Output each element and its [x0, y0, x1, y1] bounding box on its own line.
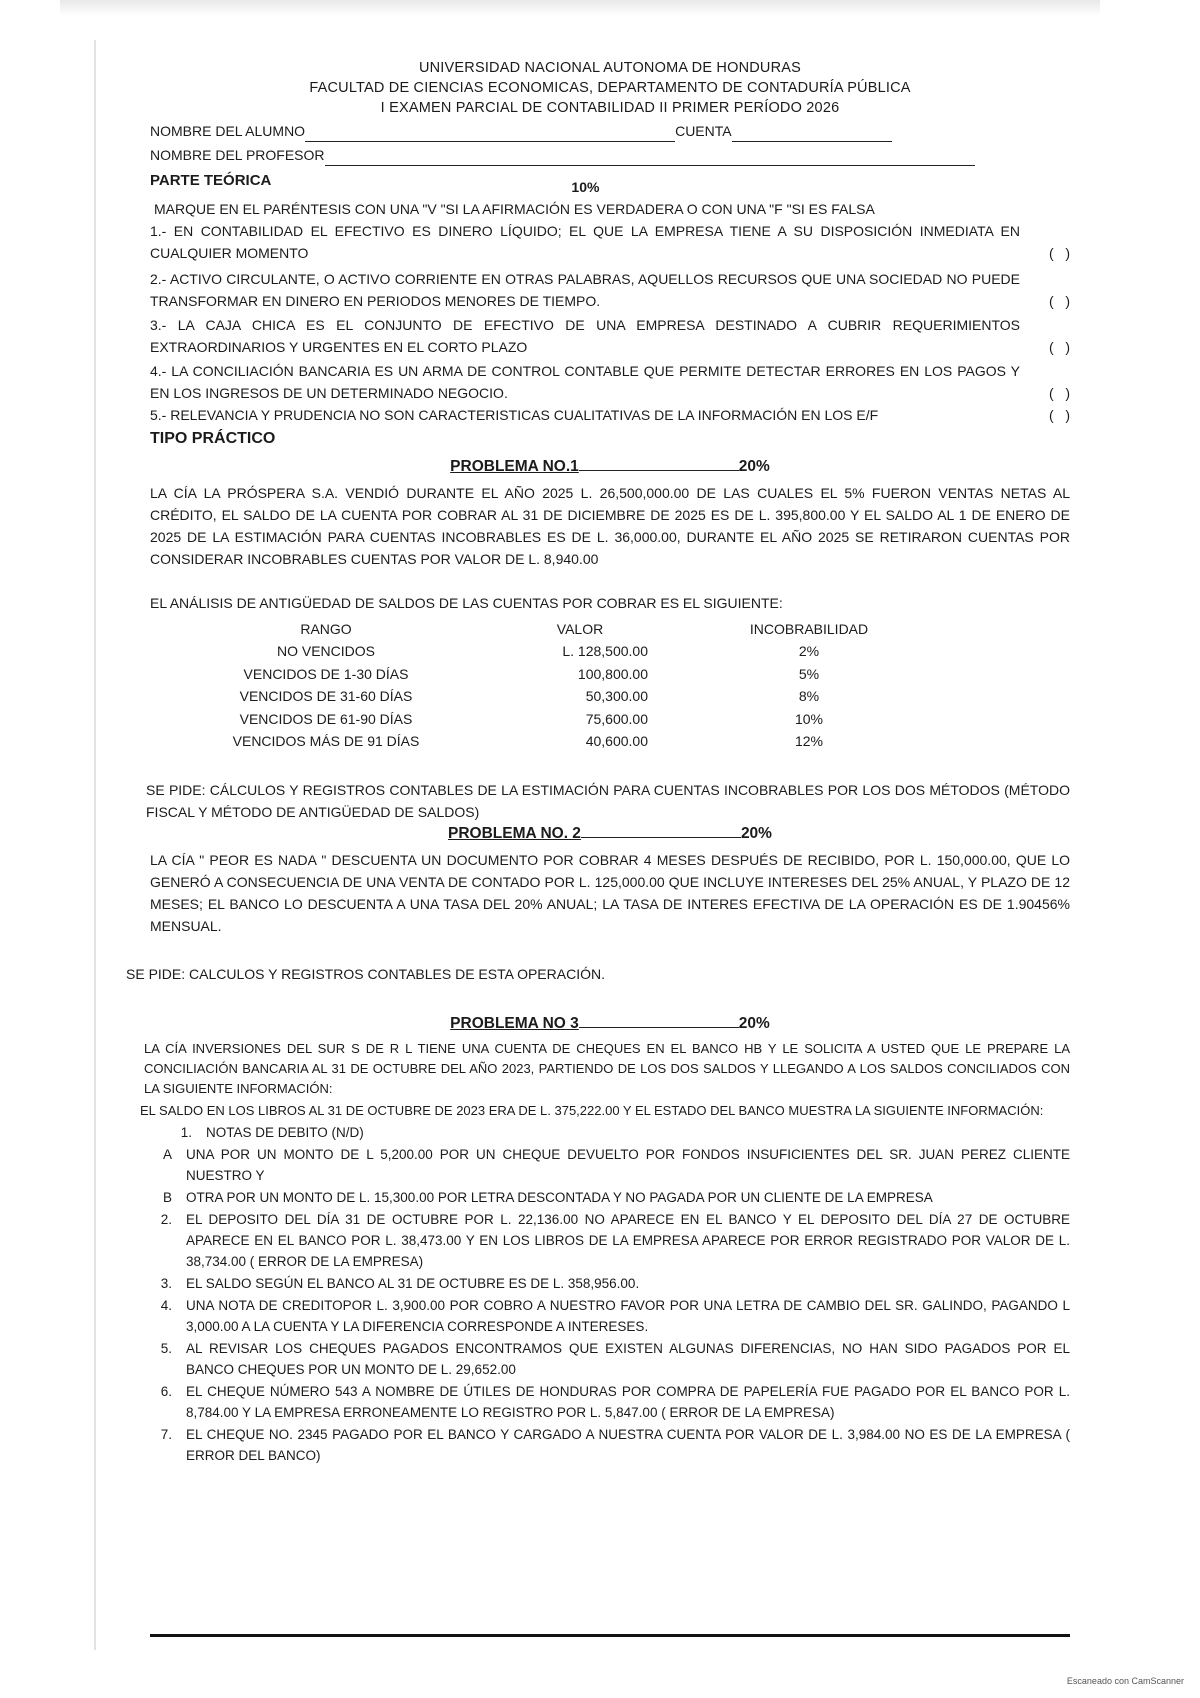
scan-artifact-edge [94, 40, 96, 1650]
item-marker: 7. [160, 1426, 172, 1442]
item-text: AL REVISAR LOS CHEQUES PAGADOS ENCONTRAMOS QUE EXISTEN ALGUNAS DIFERENCIAS, NO HAN SIDO PAGADOS POR EL BANCO CHEQUES POR UN MONTO DE L. 29,652.00 [186, 1340, 1070, 1377]
item-marker: 3. [160, 1275, 172, 1291]
column-header-range: RANGO [300, 621, 352, 637]
problem-2-weight: 20% [740, 824, 772, 842]
value-cell: L. 128,500.00 [562, 643, 648, 659]
theory-heading-row [150, 170, 1070, 198]
problem-1-weight: 20% [738, 458, 770, 475]
item-marker: 6. [160, 1383, 172, 1399]
problem-2-statement: LA CÍA " PEOR ES NADA " DESCUENTA UN DOCUMENTO POR COBRAR 4 MESES DESPUÉS DE RECIBIDO, POR L. 150,000.00, QUE LO GENERÓ A CONSECUENCIA DE UNA VENTA DE CONTADO POR L. 125,000.00 QUE INCLUYE INTERESES DEL 25% ANUAL, Y PLAZO DE 12 MESES; EL BANCO LO DESCUENTA A UNA TASA DEL 20% ANUAL; LA TASA DE INTERES EFECTIVA DE LA OPERACIÓN ES DE 1.90456% MENSUAL. [150, 851, 1070, 934]
exam-title: I EXAMEN PARCIAL DE CONTABILIDAD II PRIMER PERÍODO 2026 [380, 100, 840, 116]
answer-parenthesis: ( ) [1049, 385, 1070, 401]
scan-artifact-top [60, 0, 1100, 16]
question-text: 4.- LA CONCILIACIÓN BANCARIA ES UN ARMA DE CONTROL CONTABLE QUE PERMITE DETECTAR ERRORES EN LOS PAGOS Y EN LOS INGRESOS DE UN DETERMINADO NEGOCIO. [150, 363, 1020, 401]
list-item [130, 1424, 1070, 1466]
professor-name-label: NOMBRE DEL PROFESOR [150, 147, 325, 163]
table-row [210, 730, 900, 753]
list-item [130, 1273, 1070, 1294]
account-line [732, 123, 892, 142]
value-cell: 50,300.00 [585, 688, 648, 704]
table-row [210, 685, 900, 708]
rate-cell: 8% [798, 688, 820, 704]
title-underline [579, 1013, 739, 1028]
value-cell: 75,600.00 [585, 710, 648, 727]
title-underline [579, 456, 739, 471]
item-marker: 4. [160, 1297, 172, 1313]
theory-question-3 [150, 314, 1070, 358]
theory-question-5 [150, 404, 1070, 426]
list-item [130, 1338, 1070, 1380]
list-item [130, 1122, 1070, 1143]
range-cell: VENCIDOS DE 1-30 DÍAS [243, 665, 409, 682]
item-marker: B [162, 1189, 172, 1205]
rate-cell: 2% [798, 643, 820, 659]
question-text: 5.- RELEVANCIA Y PRUDENCIA NO SON CARACTERISTICAS CUALITATIVAS DE LA INFORMACIÓN EN LOS E/F [150, 407, 879, 423]
question-text: 1.- EN CONTABILIDAD EL EFECTIVO ES DINERO LÍQUIDO; EL QUE LA EMPRESA TIENE A SU DISPOSICIÓN INMEDIATA EN CUALQUIER MOMENTO [150, 223, 1020, 261]
student-field-row [150, 120, 1070, 142]
item-marker: 5. [160, 1340, 172, 1356]
column-header-value: VALOR [556, 621, 604, 637]
list-item [130, 1209, 1070, 1272]
problem-2-request: SE PIDE: CALCULOS Y REGISTROS CONTABLES DE ESTA OPERACIÓN. [126, 965, 605, 982]
problem-3-books-balance: EL SALDO EN LOS LIBROS AL 31 DE OCTUBRE DE 2023 ERA DE L. 375,222.00 Y EL ESTADO DEL BANCO MUESTRA LA SIGUIENTE INFORMACIÓN: [140, 1102, 1044, 1118]
problem-1-title [150, 456, 1070, 478]
list-item [130, 1187, 1070, 1208]
scanner-watermark: Escaneado con CamScanner [1066, 1676, 1184, 1686]
scan-bottom-bar [150, 1634, 1070, 1637]
item-text: OTRA POR UN MONTO DE L. 15,300.00 POR LETRA DESCONTADA Y NO PAGADA POR UN CLIENTE DE LA EMPRESA [186, 1189, 933, 1205]
list-item [130, 1381, 1070, 1423]
aging-intro: EL ANÁLISIS DE ANTIGÜEDAD DE SALDOS DE LAS CUENTAS POR COBRAR ES EL SIGUIENTE: [150, 595, 783, 611]
answer-parenthesis: ( ) [1049, 245, 1070, 261]
item-text: NOTAS DE DEBITO (N/D) [206, 1124, 364, 1140]
problem-3-name: PROBLEMA NO 3 [450, 1014, 579, 1032]
theory-weight: 10% [571, 179, 600, 195]
student-name-line [305, 123, 675, 142]
theory-instructions: MARQUE EN EL PARÉNTESIS CON UNA "V "SI LA AFIRMACIÓN ES VERDADERA O CON UNA "F "SI ES FALSA [154, 201, 875, 217]
item-text: EL CHEQUE NO. 2345 PAGADO POR EL BANCO Y CARGADO A NUESTRA CUENTA POR VALOR DE L. 3,984.00 NO ES DE LA EMPRESA ( ERROR DEL BANCO) [186, 1426, 1070, 1463]
theory-question-1 [150, 220, 1070, 264]
question-text: 3.- LA CAJA CHICA ES EL CONJUNTO DE EFECTIVO DE UNA EMPRESA DESTINADO A CUBRIR REQUERIMIENTOS EXTRAORDINARIOS Y URGENTES EN EL CORTO PLAZO [150, 317, 1020, 355]
problem-3-item-list [130, 1122, 1070, 1466]
item-marker: 1. [180, 1124, 192, 1140]
theory-question-2 [150, 268, 1070, 312]
faculty-title: FACULTAD DE CIENCIAS ECONOMICAS, DEPARTAMENTO DE CONTADURÍA PÚBLICA [309, 80, 911, 96]
column-header-uncollectible: INCOBRABILIDAD [749, 621, 869, 637]
answer-parenthesis: ( ) [1049, 339, 1070, 355]
value-cell: 40,600.00 [585, 733, 648, 749]
item-marker: 2. [160, 1211, 172, 1227]
item-text: EL SALDO SEGÚN EL BANCO AL 31 DE OCTUBRE ES DE L. 358,956.00. [186, 1275, 640, 1291]
problem-3-title [150, 1013, 1070, 1035]
rate-cell: 10% [794, 710, 824, 727]
problem-1-name: PROBLEMA NO.1 [450, 458, 579, 475]
range-cell: VENCIDOS DE 31-60 DÍAS [239, 688, 413, 704]
problem-2-name: PROBLEMA NO. 2 [448, 824, 581, 842]
item-marker: A [162, 1146, 172, 1162]
list-item [130, 1144, 1070, 1186]
problem-2-title [150, 823, 1070, 845]
account-label: CUENTA [675, 123, 732, 139]
student-name-label: NOMBRE DEL ALUMNO [150, 123, 306, 139]
professor-field-row [150, 144, 1070, 166]
range-cell: VENCIDOS DE 61-90 DÍAS [239, 710, 413, 727]
problem-3-weight: 20% [738, 1014, 770, 1032]
answer-parenthesis: ( ) [1049, 293, 1070, 309]
title-underline [581, 823, 741, 838]
table-row [210, 663, 900, 686]
aging-table [210, 618, 900, 753]
table-row [210, 640, 900, 663]
problem-1-request: SE PIDE: CÁLCULOS Y REGISTROS CONTABLES DE LA ESTIMACIÓN PARA CUENTAS INCOBRABLES POR LOS DOS MÉTODOS (MÉTODO FISCAL Y MÉTODO DE ANTIGÜEDAD DE SALDOS) [146, 781, 1070, 820]
problem-1-statement: LA CÍA LA PRÓSPERA S.A. VENDIÓ DURANTE EL AÑO 2025 L. 26,500,000.00 DE LAS CUALES EL 5% FUERON VENTAS NETAS AL CRÉDITO, EL SALDO DE LA CUENTA POR COBRAR AL 31 DE DICIEMBRE DE 2025 ES DE L. 395,800.00 Y EL SALDO AL 1 DE ENERO DE 2025 DE LA ESTIMACIÓN PARA CUENTAS INCOBRABLES ES DE L. 36,000.00, DURANTE EL AÑO 2025 SE RETIRARON CUENTAS POR CONSIDERAR INCOBRABLES CUENTAS POR VALOR DE L. 8,940.00 [150, 485, 1070, 567]
question-text: 2.- ACTIVO CIRCULANTE, O ACTIVO CORRIENTE EN OTRAS PALABRAS, AQUELLOS RECURSOS QUE UNA SOCIEDAD NO PUEDE TRANSFORMAR EN DINERO EN PERIODOS MENORES DE TIEMPO. [150, 271, 1020, 309]
practice-title: TIPO PRÁCTICO [150, 430, 276, 447]
theory-title: PARTE TEÓRICA [150, 172, 272, 189]
item-text: UNA POR UN MONTO DE L 5,200.00 POR UN CHEQUE DEVUELTO POR FONDOS INSUFICIENTES DEL SR. JUAN PEREZ CLIENTE NUESTRO Y [186, 1146, 1070, 1183]
exam-content [126, 58, 1070, 1466]
theory-question-4 [150, 360, 1070, 404]
item-text: EL DEPOSITO DEL DÍA 31 DE OCTUBRE POR L. 22,136.00 NO APARECE EN EL BANCO Y EL DEPOSITO DEL DÍA 27 DE OCTUBRE APARECE EN EL BANCO POR L. 38,473.00 Y EN LOS LIBROS DE LA EMPRESA APARECE POR ERROR REGISTRADO POR VALOR DE L. 38,734.00 ( ERROR DE LA EMPRESA) [186, 1211, 1070, 1269]
problem-3-statement: LA CÍA INVERSIONES DEL SUR S DE R L TIENE UNA CUENTA DE CHEQUES EN EL BANCO HB Y LE SOLICITA A USTED QUE LE PREPARE LA CONCILIACIÓN BANCARIA AL 31 DE OCTUBRE DEL AÑO 2023, PARTIENDO DE LOS DOS SALDOS Y LLEGANDO A LOS SALDOS CONCILIADOS CON LA SIGUIENTE INFORMACIÓN: [144, 1040, 1070, 1096]
range-cell: NO VENCIDOS [276, 643, 375, 659]
university-title: UNIVERSIDAD NACIONAL AUTONOMA DE HONDURAS [418, 60, 802, 76]
rate-cell: 5% [798, 665, 820, 682]
item-text: UNA NOTA DE CREDITOPOR L. 3,900.00 POR COBRO A NUESTRO FAVOR POR UNA LETRA DE CAMBIO DEL SR. GALINDO, PAGANDO L 3,000.00 A LA CUENTA Y LA DIFERENCIA CORRESPONDE A INTERESES. [186, 1297, 1070, 1334]
table-row [210, 708, 900, 731]
range-cell: VENCIDOS MÁS DE 91 DÍAS [232, 733, 420, 749]
aging-header-row [210, 618, 900, 640]
item-text: EL CHEQUE NÚMERO 543 A NOMBRE DE ÚTILES DE HONDURAS POR COMPRA DE PAPELERÍA FUE PAGADO POR EL BANCO POR L. 8,784.00 Y LA EMPRESA ERRONEAMENTE LO REGISTRO POR L. 5,847.00 ( ERROR DE LA EMPRESA) [186, 1383, 1070, 1420]
professor-name-line [325, 147, 975, 166]
answer-parenthesis: ( ) [1049, 407, 1070, 423]
list-item [130, 1295, 1070, 1337]
rate-cell: 12% [794, 733, 824, 749]
value-cell: 100,800.00 [577, 665, 648, 682]
